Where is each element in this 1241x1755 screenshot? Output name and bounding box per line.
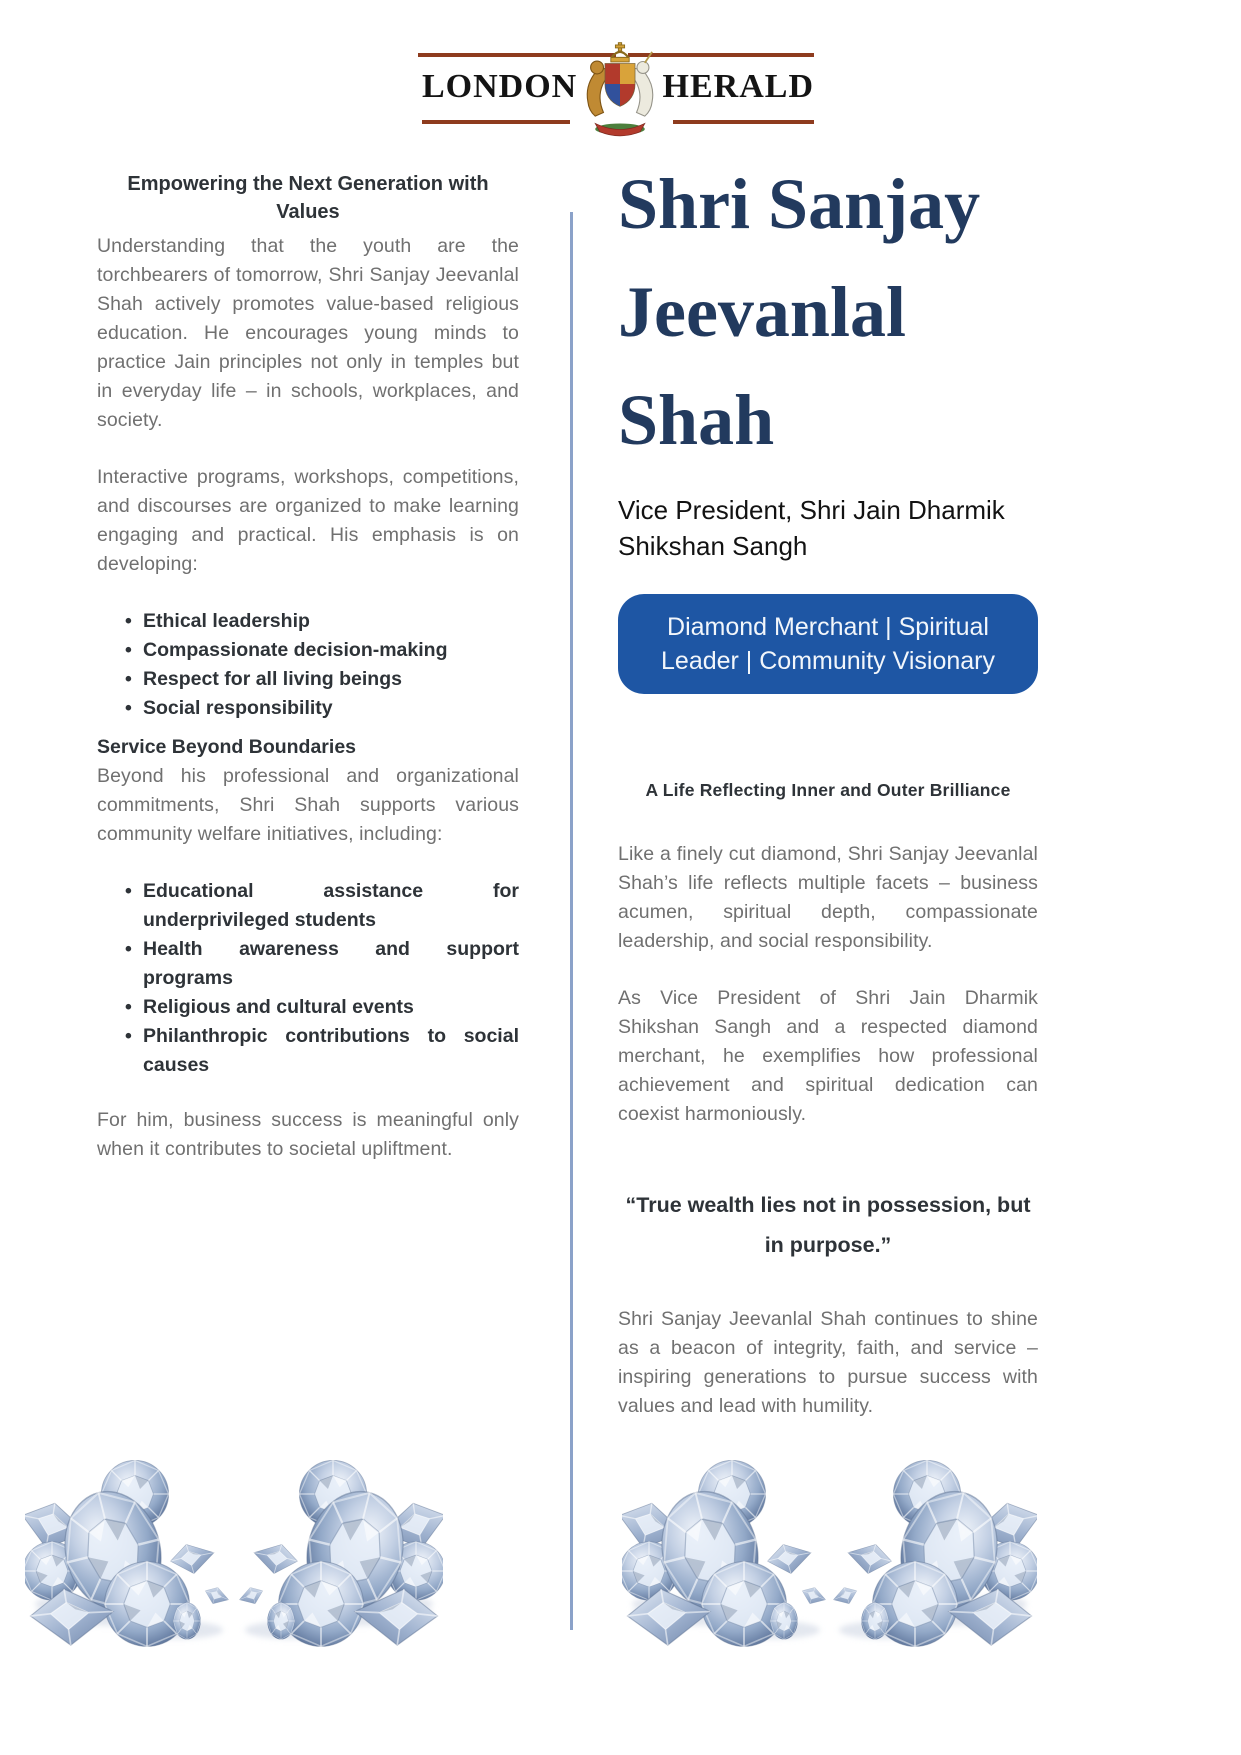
- right-paragraph-1: Like a finely cut diamond, Shri Sanjay Jeevanlal Shah’s life reflects multiple facets – business acumen, spiritual depth, compassionate leadership, and social responsibility.: [618, 843, 1038, 952]
- bullet-item: • Ethical leadership: [97, 607, 519, 636]
- masthead-title-herald: HERALD: [662, 68, 814, 105]
- bullet-item: • Health awareness and support programs: [97, 935, 519, 993]
- pull-quote: “True wealth lies not in possession, but in purpose.”: [625, 1193, 1031, 1257]
- left-paragraph-4: For him, business success is meaningful only when it contributes to societal upliftment.: [97, 1109, 519, 1160]
- left-subheading: Service Beyond Boundaries: [97, 736, 357, 758]
- right-paragraph-2: As Vice President of Shri Jain Dharmik Shikshan Sangh and a respected diamond merchant, he exemplifies how professional achievement and spiritual dedication can coexist harmoniously.: [618, 987, 1038, 1125]
- masthead-rule-bottom-right: [673, 120, 814, 124]
- diamonds-image-left: [25, 1452, 443, 1648]
- bullet-item: • Social responsibility: [97, 694, 519, 723]
- bullet-item: • Compassionate decision-making: [97, 636, 519, 665]
- page-title-line: Shah: [618, 380, 775, 460]
- bullet-item: • Philanthropic contributions to social causes: [97, 1022, 519, 1080]
- royal-coat-of-arms-icon: [574, 39, 666, 140]
- bullet-item: • Respect for all living beings: [97, 665, 519, 694]
- masthead-title-london: LONDON: [422, 68, 578, 105]
- section-heading: A Life Reflecting Inner and Outer Brilliance: [645, 780, 1011, 800]
- masthead: [418, 44, 814, 130]
- welfare-bullet-list: [97, 877, 519, 1080]
- subtitle: Vice President, Shri Jain Dharmik Shikshan Sangh: [618, 495, 1005, 561]
- diamonds-image-right: [622, 1452, 1037, 1648]
- page-title: [618, 150, 1038, 474]
- values-bullet-list: [97, 607, 519, 723]
- left-heading: Empowering the Next Generation with Values: [127, 173, 489, 223]
- page-title-line: Shri Sanjay: [618, 164, 981, 244]
- masthead-rule-bottom-left: [422, 120, 570, 124]
- role-badge: Diamond Merchant | Spiritual Leader | Community Visionary: [618, 594, 1038, 694]
- bullet-item: • Religious and cultural events: [97, 993, 519, 1022]
- page-title-line: Jeevanlal: [618, 272, 906, 352]
- right-column: [618, 150, 1038, 1449]
- left-paragraph-1: Understanding that the youth are the torchbearers of tomorrow, Shri Sanjay Jeevanlal Shah actively promotes value-based religious education. He encourages young minds to practice Jain principles not only in temples but in everyday life – in schools, workplaces, and society.: [97, 235, 519, 431]
- left-paragraph-3: Beyond his professional and organizational commitments, Shri Shah supports various community welfare initiatives, including:: [97, 765, 519, 845]
- left-column: [97, 170, 519, 1192]
- bullet-item: • Educational assistance for underprivileged students: [97, 877, 519, 935]
- left-paragraph-2: Interactive programs, workshops, competitions, and discourses are organized to make learning engaging and practical. His emphasis is on developing:: [97, 466, 519, 575]
- right-paragraph-3: Shri Sanjay Jeevanlal Shah continues to shine as a beacon of integrity, faith, and service – inspiring generations to pursue success with values and lead with humility.: [618, 1308, 1038, 1417]
- column-divider: [570, 212, 573, 1630]
